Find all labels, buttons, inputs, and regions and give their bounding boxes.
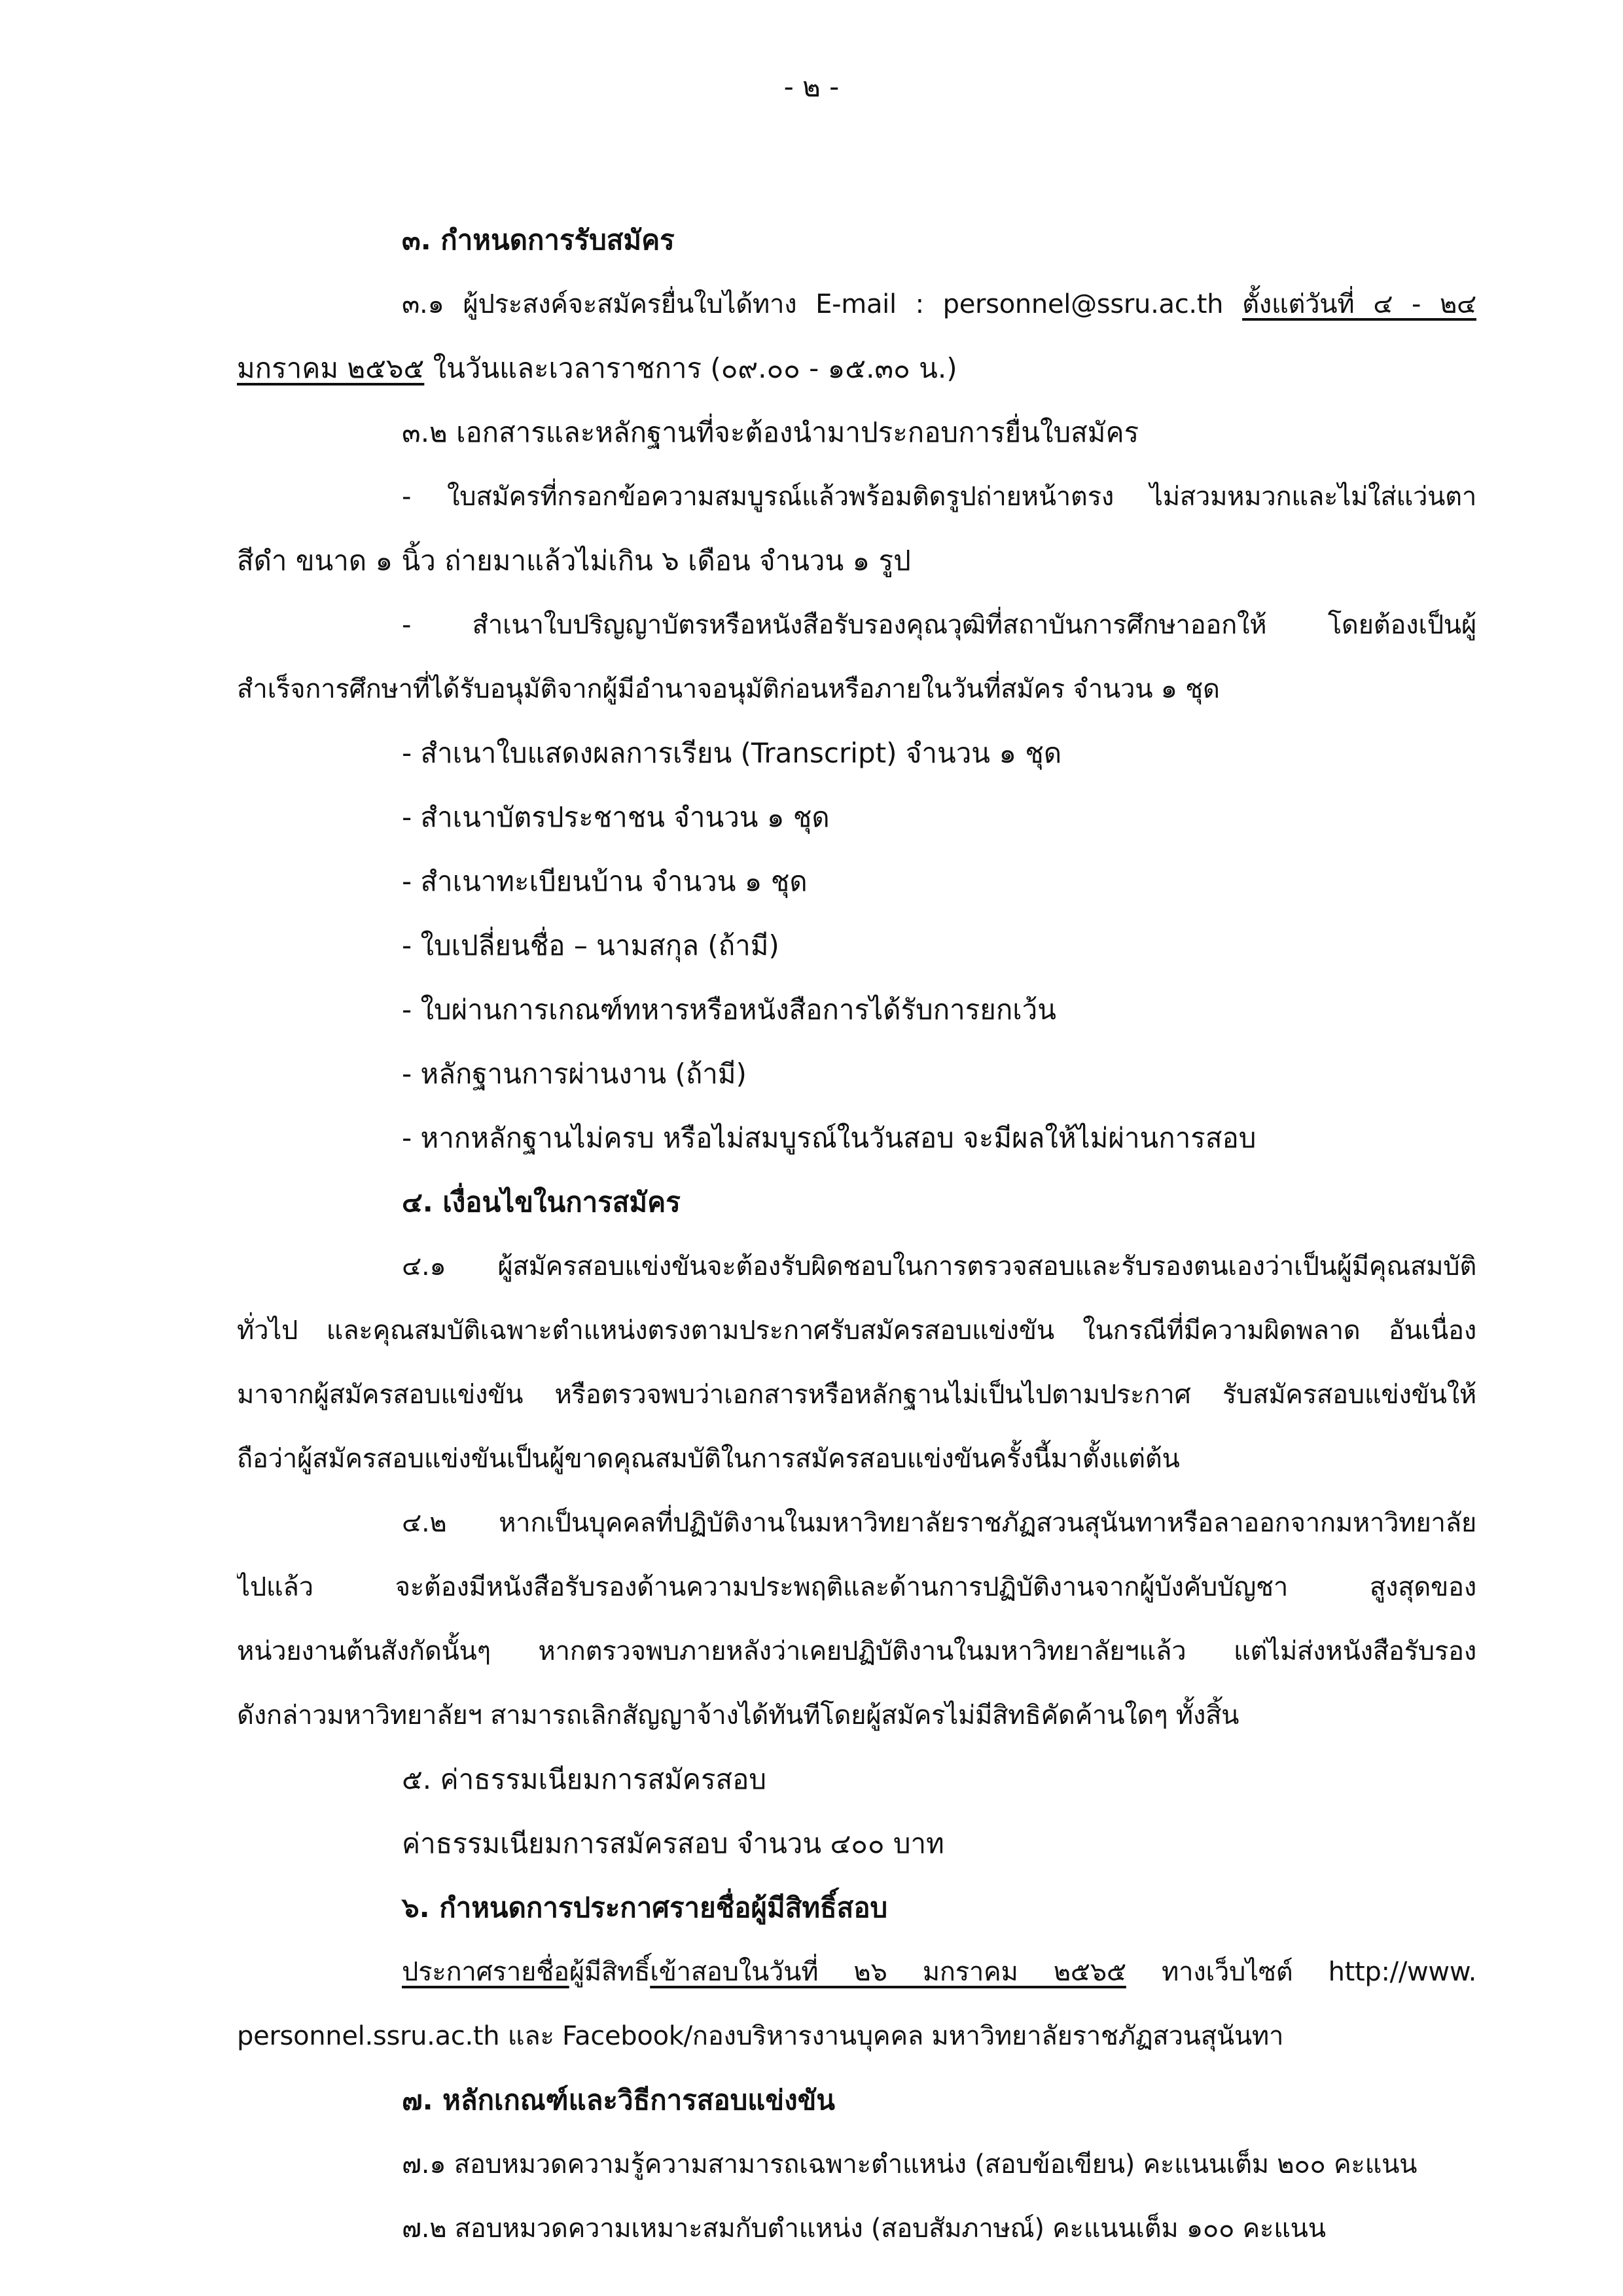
section-5-heading: ๕. ค่าธรรมเนียมการสมัครสอบ — [402, 1763, 767, 1795]
section-4-1-line-1: ๔.๑ ผู้สมัครสอบแข่งขันจะต้องรับผิดชอบในการตรวจสอบและรับรองตนเองว่าเป็นผู้มีคุณสมบัติ — [402, 1251, 1476, 1282]
section-4-2-line-2: ไปแล้ว จะต้องมีหนังสือรับรองด้านความประพฤติและด้านการปฏิบัติงานจากผู้บังคับบัญชา สูงสุดของ — [237, 1572, 1476, 1602]
section-4-2-line-1: ๔.๒ หากเป็นบุคคลที่ปฏิบัติงานในมหาวิทยาลัยราชภัฏสวนสุนันทาหรือลาออกจากมหาวิทยาลัย — [402, 1508, 1476, 1538]
section-3-heading: ๓. กำหนดการรับสมัคร — [402, 224, 675, 256]
application-start-date: ตั้งแต่วันที่ ๔ - ๒๔ — [1242, 289, 1476, 319]
section-4-1-line-3: มาจากผู้สมัครสอบแข่งขัน หรือตรวจพบว่าเอกสารหรือหลักฐานไม่เป็นไปตามประกาศ รับสมัครสอบแข่งขันให้ — [237, 1380, 1476, 1410]
section-4-heading: ๔. เงื่อนไขในการสมัคร — [402, 1186, 681, 1218]
doc-item-9: - หากหลักฐานไม่ครบ หรือไม่สมบูรณ์ในวันสอบ จะมีผลให้ไม่ผ่านการสอบ — [402, 1122, 1257, 1154]
section-7-heading: ๗. หลักเกณฑ์และวิธีการสอบแข่งขัน — [402, 2084, 836, 2116]
section-3-1-line-2 — [237, 336, 1476, 401]
section-4-1-line-2: ทั่วไป และคุณสมบัติเฉพาะตำแหน่งตรงตามประกาศรับสมัครสอบแข่งขัน ในกรณีที่มีความผิดพลาด อันเนื่อง — [237, 1316, 1476, 1346]
section-6-line-2: personnel.ssru.ac.th และ Facebook/กองบริหารงานบุคคล มหาวิทยาลัยราชภัฏสวนสุนันทา — [237, 2021, 1284, 2051]
section-5-fee: ค่าธรรมเนียมการสมัครสอบ จำนวน ๔๐๐ บาท — [402, 1827, 944, 1859]
section-6-line-1 — [237, 1940, 1476, 2004]
section-7-1: ๗.๑ สอบหมวดความรู้ความสามารถเฉพาะตำแหน่ง (สอบข้อเขียน) คะแนนเต็ม ๒๐๐ คะแนน — [402, 2149, 1418, 2179]
section-4-1-line-4: ถือว่าผู้สมัครสอบแข่งขันเป็นผู้ขาดคุณสมบัติในการสมัครสอบแข่งขันครั้งนี้มาตั้งแต่ต้น — [237, 1444, 1180, 1474]
application-month: มกราคม ๒๕๖๕ — [237, 352, 425, 384]
document-body — [237, 208, 1476, 2261]
doc-item-8: - หลักฐานการผ่านงาน (ถ้ามี) — [402, 1058, 747, 1090]
section-3-2: ๓.๒ เอกสารและหลักฐานที่จะต้องนำมาประกอบการยื่นใบสมัคร — [402, 416, 1139, 448]
section-7-2: ๗.๒ สอบหมวดความเหมาะสมกับตำแหน่ง (สอบสัมภาษณ์) คะแนนเต็ม ๑๐๐ คะแนน — [402, 2214, 1326, 2244]
section-3-1-line-1 — [237, 272, 1476, 336]
announcement-label: ประกาศรายชื่อ — [402, 1957, 569, 1987]
doc-item-4: - สำเนาบัตรประชาชน จำนวน ๑ ชุด — [402, 801, 830, 833]
website-label: ทางเว็บไซต์ http://www. — [1126, 1957, 1476, 1987]
section-3-1-text: ๓.๑ ผู้ประสงค์จะสมัครยื่นใบได้ทาง E-mail : personnel@ssru.ac.th — [402, 289, 1243, 319]
eligible-label: ผู้มีสิทธิ์ — [569, 1957, 651, 1987]
section-4-2-line-4: ดังกล่าวมหาวิทยาลัยฯ สามารถเลิกสัญญาจ้างได้ทันทีโดยผู้สมัครไม่มีสิทธิคัดค้านใดๆ ทั้งสิ้น — [237, 1700, 1240, 1731]
doc-item-1-line-1: - ใบสมัครที่กรอกข้อความสมบูรณ์แล้วพร้อมติดรูปถ่ายหน้าตรง ไม่สวมหมวกและไม่ใส่แว่นตา — [402, 482, 1476, 512]
doc-item-5: - สำเนาทะเบียนบ้าน จำนวน ๑ ชุด — [402, 865, 808, 897]
doc-item-7: - ใบผ่านการเกณฑ์ทหารหรือหนังสือการได้รับการยกเว้น — [402, 994, 1056, 1026]
announcement-date: เข้าสอบในวันที่ ๒๖ มกราคม ๒๕๖๕ — [650, 1957, 1126, 1987]
section-4-2-line-3: หน่วยงานต้นสังกัดนั้นๆ หากตรวจพบภายหลังว่าเคยปฏิบัติงานในมหาวิทยาลัยฯแล้ว แต่ไม่ส่งหนังสือรับรอง — [237, 1636, 1476, 1666]
office-hours-text: ในวันและเวลาราชการ (๐๙.๐๐ - ๑๕.๓๐ น.) — [424, 352, 957, 384]
doc-item-6: - ใบเปลี่ยนชื่อ – นามสกุล (ถ้ามี) — [402, 929, 779, 961]
section-6-heading: ๖. กำหนดการประกาศรายชื่อผู้มีสิทธิ์สอบ — [402, 1892, 888, 1924]
doc-item-2-line-1: - สำเนาใบปริญญาบัตรหรือหนังสือรับรองคุณวุฒิที่สถาบันการศึกษาออกให้ โดยต้องเป็นผู้ — [402, 610, 1476, 640]
doc-item-1-line-2: สีดำ ขนาด ๑ นิ้ว ถ่ายมาแล้วไม่เกิน ๖ เดือน จำนวน ๑ รูป — [237, 545, 911, 577]
doc-item-3: - สำเนาใบแสดงผลการเรียน (Transcript) จำนวน ๑ ชุด — [402, 737, 1062, 769]
page-number: - ๒ - — [783, 71, 840, 103]
doc-item-2-line-2: สำเร็จการศึกษาที่ได้รับอนุมัติจากผู้มีอำนาจอนุมัติก่อนหรือภายในวันที่สมัคร จำนวน ๑ ชุด — [237, 674, 1220, 704]
